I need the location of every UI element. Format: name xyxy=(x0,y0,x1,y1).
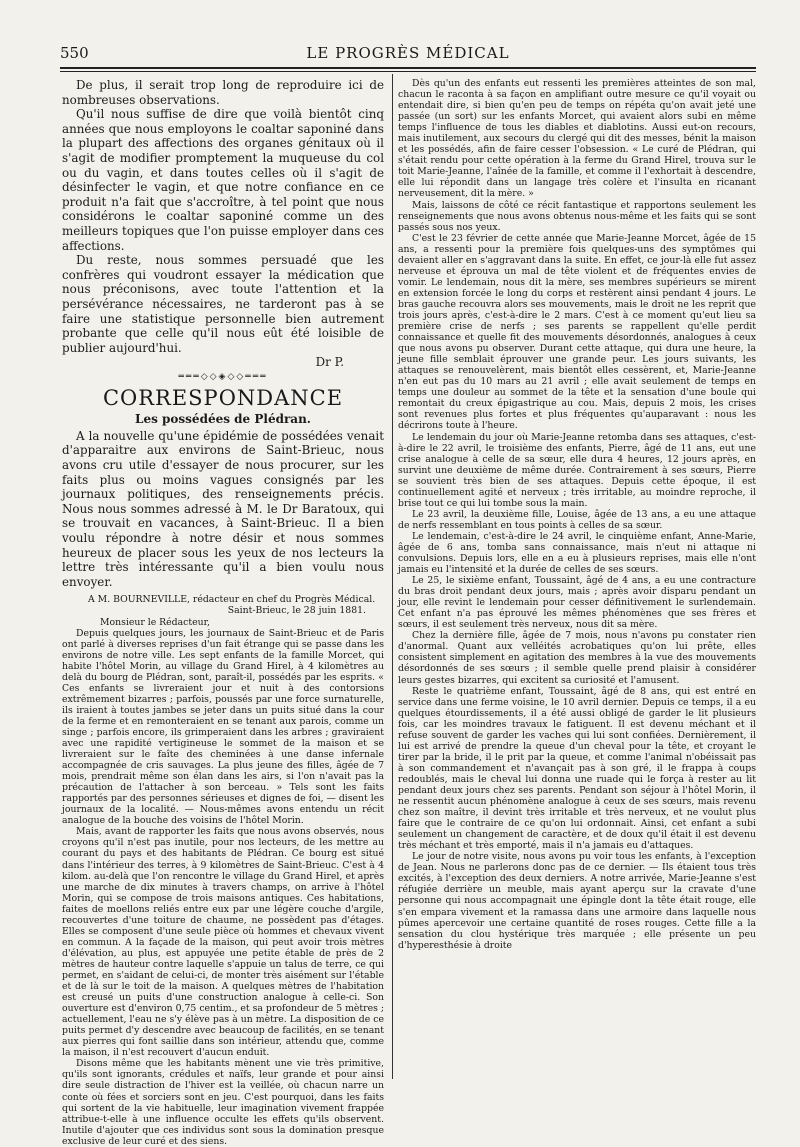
letter-address: A M. BOURNEVILLE, rédacteur en chef du Progrès Médical. xyxy=(88,594,376,606)
paragraph: Le 23 avril, la deuxième fille, Louise, âgée de 13 ans, a eu une attaque de nerfs ressemblant en tous points à celles de sa sœur. xyxy=(398,508,756,531)
column-divider xyxy=(392,74,393,1079)
paragraph: Le 25, le sixième enfant, Toussaint, âgé de 4 ans, a eu une contracture du bras droit pendant deux jours, mais ; après avoir disparu pendant un jour, elle revint le lendemain pour cesser définitivement le surlendemain. Cet enfant n'a pas éprouvé les mêmes phénomènes que ses frères et sœurs, il est seulement très nerveux, nous dit sa mère. xyxy=(398,575,756,631)
letter-salutation: Monsieur le Rédacteur, xyxy=(100,616,210,628)
right-column xyxy=(398,78,756,951)
section-heading: CORRESPONDANCE xyxy=(102,385,344,410)
paragraph: Mais, avant de rapporter les faits que nous avons observés, nous croyons qu'il n'est pas inutile, pour nos lecteurs, de les mettre au courant du pays et des habitants de Plédran. Ce bourg est situé dans l'intérieur des terres, à 9 kilomètres de Saint-Brieuc. C'est à 4 kilom. au-delà que l'on rencontre le village du Grand Hirel, et après une marche de dix minutes à travers champs, on arrive à l'hôtel Morin, qui se compose de trois maisons antiques. Ces habitations, faites de moellons reliés entre eux par une légère couche d'argile, recouvertes d'une toiture de chaume, ne possèdent pas d'étages. Elles se composent d'une seule pièce où hommes et chevaux vivent en commun. A la façade de la maison, qui peut avoir trois mètres d'élévation, au plus, est appuyée une petite étable de près de 2 mètres de hauteur contre laquelle s'appuie un talus de terre, ce qui permet, en s'aidant de celui-ci, de monter très aisément sur l'étable et de là sur le toit de la maison. A quelques mètres de l'habitation est creusé un puits d'une construction analogue à celle-ci. Son ouverture est d'environ 0,75 centim., et sa profondeur de 5 mètres ; actuellement, l'eau ne s'y élève pas à un mètre. La disposition de ce puits permet d'y descendre avec beaucoup de facilités, en se tenant aux pierres qui font saillie dans son intérieur, attendu que, comme la maison, il n'est recouvert d'aucun enduit. xyxy=(62,826,384,1059)
paragraph: A la nouvelle qu'une épidémie de possédées venait d'apparaitre aux environs de Saint-Brieuc, nous avons cru utile d'essayer de nous procurer, sur les faits plus ou moins vagues consignés par les journaux politiques, des renseignements précis. Nous nous sommes adressé à M. le Dr Baratoux, qui se trouvait en vacances, à Saint-Brieuc. Il a bien voulu répondre à notre désir et nous sommes heureux de placer sous les yeux de nos lecteurs la lettre très intéressante qu'il a bien voulu nous envoyer. xyxy=(62,428,384,589)
journal-title: LE PROGRÈS MÉDICAL xyxy=(306,44,510,62)
paragraph: Le lendemain, c'est-à-dire le 24 avril, le cinquième enfant, Anne-Marie, âgée de 6 ans, tomba sans connaissance, mais n'eut ni attaque ni convulsions. Depuis lors, elle en a eu à plusieurs reprises, mais elle n'ont jamais eu l'intensité et la durée de celles de ses sœurs. xyxy=(398,530,756,576)
letter-dateline: Saint-Brieuc, le 28 juin 1881. xyxy=(227,605,366,617)
paragraph: C'est le 23 février de cette année que Marie-Jeanne Morcet, âgée de 15 ans, a ressenti pour la première fois quelques-uns des symptômes qui devaient aller en s'aggravant dans la suite. En effet, ce jour-là elle fut assez nerveuse et éprouva un mal de tête violent et de fréquentes envies de vomir. Le lendemain, nous dit la mère, ses membres supérieurs se mirent en extension forcée le long du corps et restèrent ainsi pendant 4 jours. Le bras gauche recouvra alors ses mouvements, mais le droit ne les reprit que trois jours après, c'est-à-dire le 2 mars. C'est à ce moment qu'eut lieu sa première crise de nerfs ; ses parents se rappellent qu'elle perdit connaissance et quelle fit des mouvements désordonnés, analogues à ceux que nous avons pu observer. Durant cette attaque, qui dura une heure, la jeune fille semblait éprouver une grande peur. Les jours suivants, les attaques se renouvelèrent, mais bientôt elles cessèrent, et, Marie-Jeanne n'en eut pas du 10 mars au 21 avril ; elle avait seulement de temps en temps une douleur au sommet de la tête et la sensation d'une boule qui remontait du creux épigastrique au cou. Mais, depuis 2 mois, les crises sont revenues plus fortes et plus fréquentes qu'auparavant : nous les décrirons toute à l'heure. xyxy=(398,232,756,432)
paragraph: Depuis quelques jours, les journaux de Saint-Brieuc et de Paris ont parlé à diverses reprises d'un fait étrange qui se passe dans les environs de notre ville. Les sept enfants de la famille Morcet, qui habite l'hôtel Morin, au village du Grand Hirel, à 4 kilomètres au delà du bourg de Plédran, sont, paraît-il, possédés par les esprits. « Ces enfants se livreraient jour et nuit à des contorsions extrêmement bizarres ; parfois, poussés par une force surnaturelle, ils iraient à toutes jambes se jeter dans un puits situé dans la cour de la ferme et en remonteraient en se tenant aux parois, comme un singe ; parfois encore, ils grimperaient dans les arbres ; graviraient avec une rapidité vertigineuse le sommet de la maison et se livreraient sur le faîte des cheminées à une danse infernale accompagnée de cris sauvages. La plus jeune des filles, âgée de 7 mois, prendrait même son élan dans les airs, si l'on n'avait pas la précaution de l'attacher à son berceau. » Tels sont les faits rapportés par des personnes sérieuses et dignes de foi, — disent les journaux de la localité. — Nous-mêmes avons entendu un récit analogue de la bouche des voisins de l'hôtel Morin. xyxy=(62,627,384,827)
paragraph: Qu'il nous suffise de dire que voilà bientôt cinq années que nous employons le coaltar saponiné dans la plupart des affections des organes génitaux où il s'agit de modifier promptement la muqueuse du col ou du vagin, et dans toutes celles où il s'agit de désinfecter le vagin, et que notre confiance en ce produit n'a fait que s'accroître, à tel point que nous considérons le coaltar saponiné comme un des meilleurs topiques que l'on puisse employer dans ces affections. xyxy=(62,107,384,253)
page-number: 550 xyxy=(60,44,89,62)
paragraph: Le lendemain du jour où Marie-Jeanne retomba dans ses attaques, c'est-à-dire le 22 avril, le troisième des enfants, Pierre, âgé de 11 ans, eut une crise analogue à celle de sa sœur, elle dura 4 heures, 12 jours après, en survint une deuxième de même durée. Contrairement à ses sœurs, Pierre se souvient très bien de ses attaques. Depuis cette époque, il est continuellement agité et nerveux ; très irritable, au moindre reproche, il brise tout ce qui lui tombe sous la main. xyxy=(398,431,756,509)
letter-body xyxy=(62,594,384,1146)
paragraph: Disons même que les habitants mènent une vie très primitive, qu'ils sont ignorants, crédules et naïfs, leur grande et pour ainsi dire seule distraction de l'hiver est la veillée, où chacun narre un conte où fées et sorciers sont en jeu. C'est pourquoi, dans les faits qui sortent de la vie habituelle, leur imagination vivement frappée attribue-t-elle à une influence occulte les effets qu'ils observent. Inutile d'ajouter que ces individus sont sous la domination presque exclusive de leur curé et des siens. xyxy=(62,1058,384,1147)
article-ending xyxy=(62,78,384,370)
paragraph: Le jour de notre visite, nous avons pu voir tous les enfants, à l'exception de Jean. Nous ne parlerons donc pas de ce dernier. — Ils étaient tous très excités, à l'exception des deux derniers. A notre arrivée, Marie-Jeanne s'est réfugiée derrière un meuble, mais ayant aperçu sur la cravate d'une personne qui nous accompagnait une épingle dont la tête était rouge, elle s'en empara vivement et la ramassa dans une armoire dans laquelle nous pûmes apercevoir une certaine quantité de roses rouges. Cette fille a la sensation du clou hystérique très marquée ; elle présente un peu d'hyperesthésie à droite xyxy=(398,851,756,951)
section-ornament: ═══◇◇◈◇◇═══ xyxy=(178,371,268,382)
left-column xyxy=(62,78,384,1147)
section-subheading: Les possédées de Plédran. xyxy=(135,411,311,426)
correspondence-intro xyxy=(62,429,384,590)
paragraph: Mais, laissons de côté ce récit fantastique et rapportons seulement les renseignements que nous avons obtenus nous-même et les faits qui se sont passés sous nos yeux. xyxy=(398,199,756,233)
author-signature: Dr P. xyxy=(315,355,344,370)
paragraph: Reste le quatrième enfant, Toussaint, âgé de 8 ans, qui est entré en service dans une ferme voisine, le 10 avril dernier. Depuis ce temps, il a eu quelques étourdissements, il a été aussi obligé de garder le lit plusieurs fois, car les moindres travaux le fatiguent. Il est devenu méchant et il refuse souvent de garder les vaches qui lui sont confiées. Dernièrement, il lui est arrivé de prendre la queue d'un cheval pour la tête, et croyant le tirer par la bride, il le prit par la queue, et comme l'animal n'obéissait pas à son commandement et n'avançait pas à son gré, il le frappa à coups redoublés, mais le cheval lui donna une ruade qui le força à rester au lit pendant deux jours chez ses parents. Pendant son séjour à l'hôtel Morin, il ne ressentit aucun phénomène analogue à ceux de ses sœurs, mais revenu chez son maître, il devint très irritable et très nerveux, et ne voulut plus faire que le contraire de ce qu'on lui ordonnait. Ainsi, cet enfant a subi seulement un changement de caractère, et de doux qu'il était il est devenu très méchant et très emporté, mais il n'a jamais eu d'attaques. xyxy=(398,685,756,852)
running-header xyxy=(60,44,756,66)
paragraph: Chez la dernière fille, âgée de 7 mois, nous n'avons pu constater rien d'anormal. Quant aux velléités acrobatiques qu'on lui prête, elles consistent simplement en agitation des membres à la vue des mouvements désordonnés de ses sœurs ; il semble quelle prend plaisir à considérer leurs gestes bizarres, qui excitent sa curiosité et l'amusent. xyxy=(398,630,756,686)
paragraph: Dès qu'un des enfants eut ressenti les premières atteintes de son mal, chacun le raconta à sa façon en amplifiant outre mesure ce qu'il voyait ou entendait dire, si bien qu'en peu de temps on répéta qu'on avait jeté une passée (un sort) sur les enfants Morcet, qui avaient alors subi en même temps l'influence de tous les diables et diablotins. Aussi eut-on recours, mais inutilement, aux secours du clergé qui dit des messes, bénit la maison et les possédés, afin de faire cesser l'obsession. « Le curé de Plédran, qui s'était rendu pour cette opération à la ferme du Grand Hirel, trouva sur le toit Marie-Jeanne, l'aînée de la famille, et comme il l'exhortait à descendre, elle lui répondit dans un langage très colère et l'insulta en ricanant nerveusement, dit la mère. » xyxy=(398,78,756,200)
paragraph: Du reste, nous sommes persuadé que les confrères qui voudront essayer la médication que nous préconisons, avec toute l'attention et la persévérance nécessaires, ne tarderont pas à se faire une statistique personnelle bien autrement probante que celle qu'il nous eût été loisible de publier aujourd'hui. xyxy=(62,253,384,355)
header-rule-thin xyxy=(60,71,756,72)
paragraph: De plus, il serait trop long de reproduire ici de nombreuses observations. xyxy=(62,78,384,107)
header-rule-thick xyxy=(60,67,756,69)
